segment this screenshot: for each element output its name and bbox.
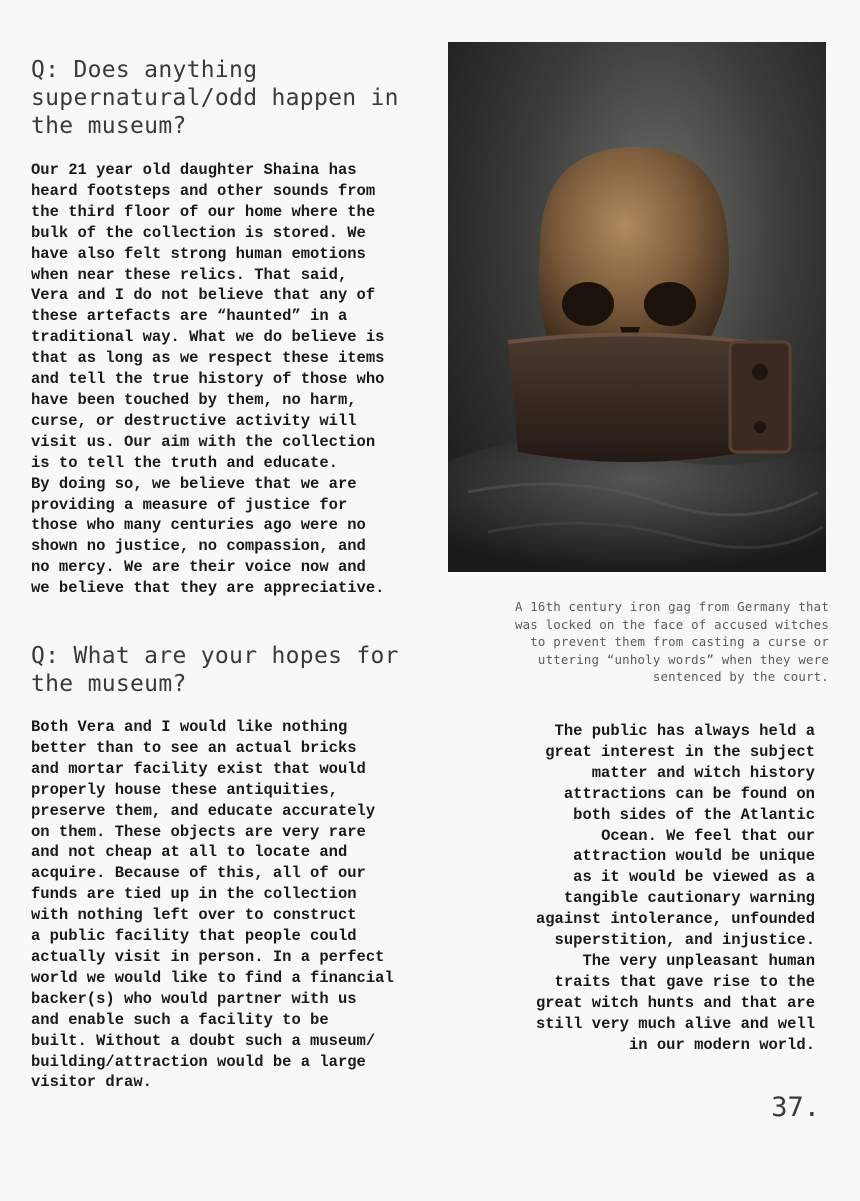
- side-column-text: The public has always held a great interest in the subject matter and witch history attractions can be found on both sides of the Atlantic Ocean. We feel that our attraction would be unique as it would be viewed as a tangible cautionary warning against intolerance, unfounded superstition, and injustice. The very unpleasant human traits that gave rise to the great witch hunts and that are still very much alive and well in our modern world.: [535, 722, 815, 1054]
- skull-icon: [448, 42, 826, 572]
- photo-caption: A 16th century iron gag from Germany that was locked on the face of accused witches to prevent them from casting a curse or uttering “unholy words” when they were sentenced by the court.: [514, 599, 829, 684]
- question-heading-hopes: Q: What are your hopes for the museum?: [31, 643, 399, 697]
- answer-supernatural: Our 21 year old daughter Shaina has heard footsteps and other sounds from the third floor of our home where the bulk of the collection is stored. We have also felt strong human emotions when near these relics. That said, Vera and I do not believe that any of these artefacts are “haunted” in a traditional way. What we do believe is that as long as we respect these items and tell the true history of those who have been touched by them, no harm, curse, or destructive activity will visit us. Our aim with the collection is to tell the truth and educate. By doing so, we believe that we are providing a measure of justice for those who many centuries ago were no shown no justice, no compassion, and no mercy. We are their voice now and we believe that they are appreciative.: [31, 161, 385, 598]
- page-number: 37.: [771, 1092, 820, 1123]
- question-heading-supernatural: Q: Does anything supernatural/odd happen in the museum?: [31, 57, 399, 139]
- answer-hopes: Both Vera and I would like nothing better than to see an actual bricks and mortar facility exist that would properly house these antiquities, preserve them, and educate accurately on them. These objects are very rare and not cheap at all to locate and acquire. Because of this, all of our funds are tied up in the collection with nothing left over to construct a public facility that people could actually visit in person. In a perfect world we would like to find a financial backer(s) who would partner with us and enable such a facility to be built. Without a doubt such a museum/ building/attraction would be a large visitor draw.: [31, 718, 394, 1092]
- skull-iron-gag-photo: [448, 42, 826, 572]
